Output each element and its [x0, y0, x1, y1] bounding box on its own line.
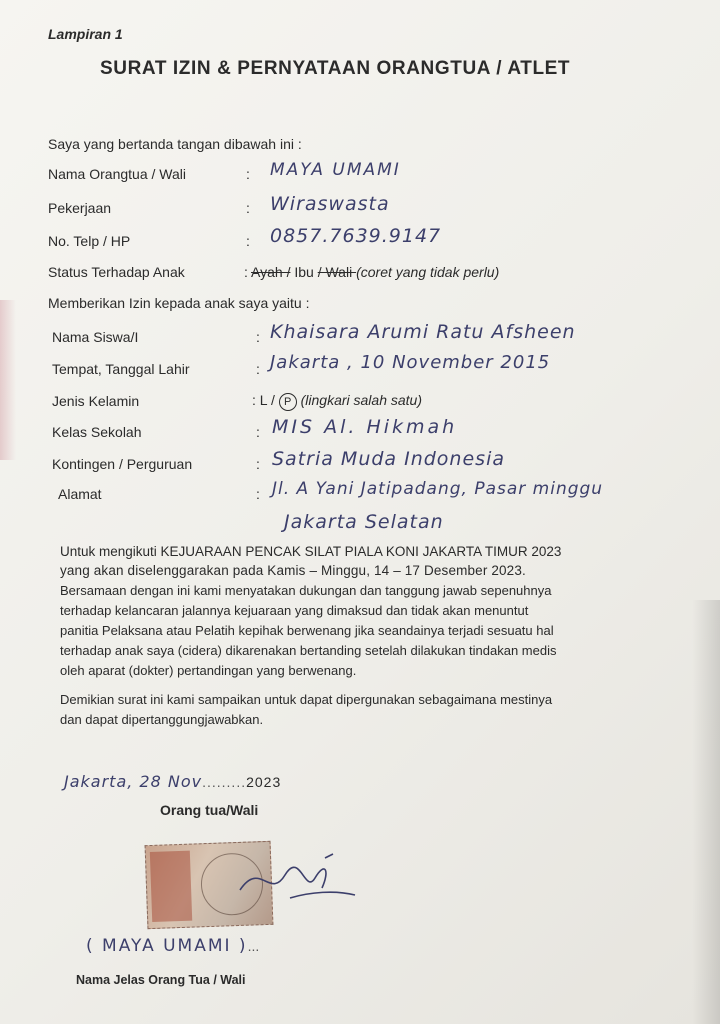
closing-line: dan dapat dipertanggungjawabkan.: [60, 712, 264, 727]
parent-name-label: Nama Orangtua / Wali: [48, 166, 186, 182]
colon: :: [256, 486, 260, 502]
intro-text: Saya yang bertanda tangan dibawah ini :: [48, 136, 302, 152]
birth-value: Jakarta , 10 November 2015: [270, 352, 551, 373]
colon: :: [256, 361, 260, 377]
signer-name-caption: Nama Jelas Orang Tua / Wali: [76, 973, 246, 987]
closing-line: Demikian surat ini kami sampaikan untuk dapat dipergunakan sebagaimana mestinya: [60, 692, 553, 707]
gender-l: L /: [259, 392, 275, 408]
place-date-handwritten: Jakarta, 28 Nov: [64, 772, 203, 791]
attachment-label: Lampiran 1: [48, 26, 123, 42]
colon: :: [246, 166, 250, 182]
gender-options: [252, 392, 422, 411]
job-value: Wiraswasta: [270, 193, 390, 215]
gender-p-circled: P: [279, 393, 297, 411]
gender-note: (lingkari salah satu): [300, 392, 422, 408]
parent-name-value: MAYA UMAMI: [270, 160, 401, 180]
permission-text: Memberikan Izin kepada anak saya yaitu :: [48, 295, 310, 311]
phone-value: 0857.7639.9147: [270, 225, 442, 247]
signer-name-line: ( MAYA UMAMI )...: [86, 936, 260, 956]
status-ayah-struck: Ayah /: [251, 264, 291, 280]
body-line: terhadap kelancaran jalannya kejuaraan yang dimaksud dan tidak akan menuntut: [60, 603, 529, 618]
body-line: Untuk mengikuti KEJUARAAN PENCAK SILAT PIALA KONI JAKARTA TIMUR 2023: [60, 544, 562, 559]
status-wali-struck: / Wali: [317, 264, 357, 280]
date-line: Jakarta, 28 Nov.........2023: [64, 772, 282, 791]
body-line: Bersamaan dengan ini kami menyatakan dukungan dan tanggung jawab sepenuhnya: [60, 583, 552, 598]
page-edge-shadow: [0, 300, 16, 460]
body-line: oleh aparat (dokter) pertandingan yang berwenang.: [60, 663, 357, 678]
status-options: [244, 264, 499, 280]
status-note: (coret yang tidak perlu): [356, 264, 500, 280]
colon: :: [256, 329, 260, 345]
contingent-value: Satria Muda Indonesia: [272, 448, 505, 470]
document-title: SURAT IZIN & PERNYATAAN ORANGTUA / ATLET: [100, 58, 571, 79]
colon: :: [246, 233, 250, 249]
status-label: Status Terhadap Anak: [48, 264, 185, 280]
body-line: panitia Pelaksana atau Pelatih kepihak berwenang jika seandainya terjadi sesuatu hal: [60, 623, 554, 638]
job-label: Pekerjaan: [48, 200, 112, 216]
signer-role: Orang tua/Wali: [160, 802, 259, 818]
date-year: 2023: [246, 774, 282, 790]
class-value: MIS Al. Hikmah: [272, 416, 458, 438]
address-label: Alamat: [58, 486, 102, 502]
colon: :: [252, 392, 260, 408]
page-shade: [692, 600, 720, 1024]
handwritten-signature: [230, 850, 360, 910]
colon: :: [246, 200, 250, 216]
body-line: yang akan diselenggarakan pada Kamis – Minggu, 14 – 17 Desember 2023.: [60, 563, 526, 578]
class-label: Kelas Sekolah: [52, 424, 142, 440]
status-ibu: Ibu: [290, 264, 318, 280]
address-line-2: Jakarta Selatan: [284, 511, 444, 533]
student-name-value: Khaisara Arumi Ratu Afsheen: [270, 321, 576, 343]
student-name-label: Nama Siswa/I: [52, 329, 139, 345]
phone-label: No. Telp / HP: [48, 233, 131, 249]
colon: :: [256, 456, 260, 472]
signer-name-handwritten: ( MAYA UMAMI ): [86, 936, 248, 956]
colon: :: [244, 264, 248, 280]
gender-label: Jenis Kelamin: [52, 393, 140, 409]
birth-label: Tempat, Tanggal Lahir: [52, 361, 190, 377]
body-line: terhadap anak saya (cidera) dikarenakan bertanding setelah dilakukan tindakan medis: [60, 643, 557, 658]
colon: :: [256, 424, 260, 440]
address-line-1: Jl. A Yani Jatipadang, Pasar minggu: [272, 479, 604, 499]
stamp-seal: [150, 851, 192, 922]
contingent-label: Kontingen / Perguruan: [52, 456, 193, 472]
